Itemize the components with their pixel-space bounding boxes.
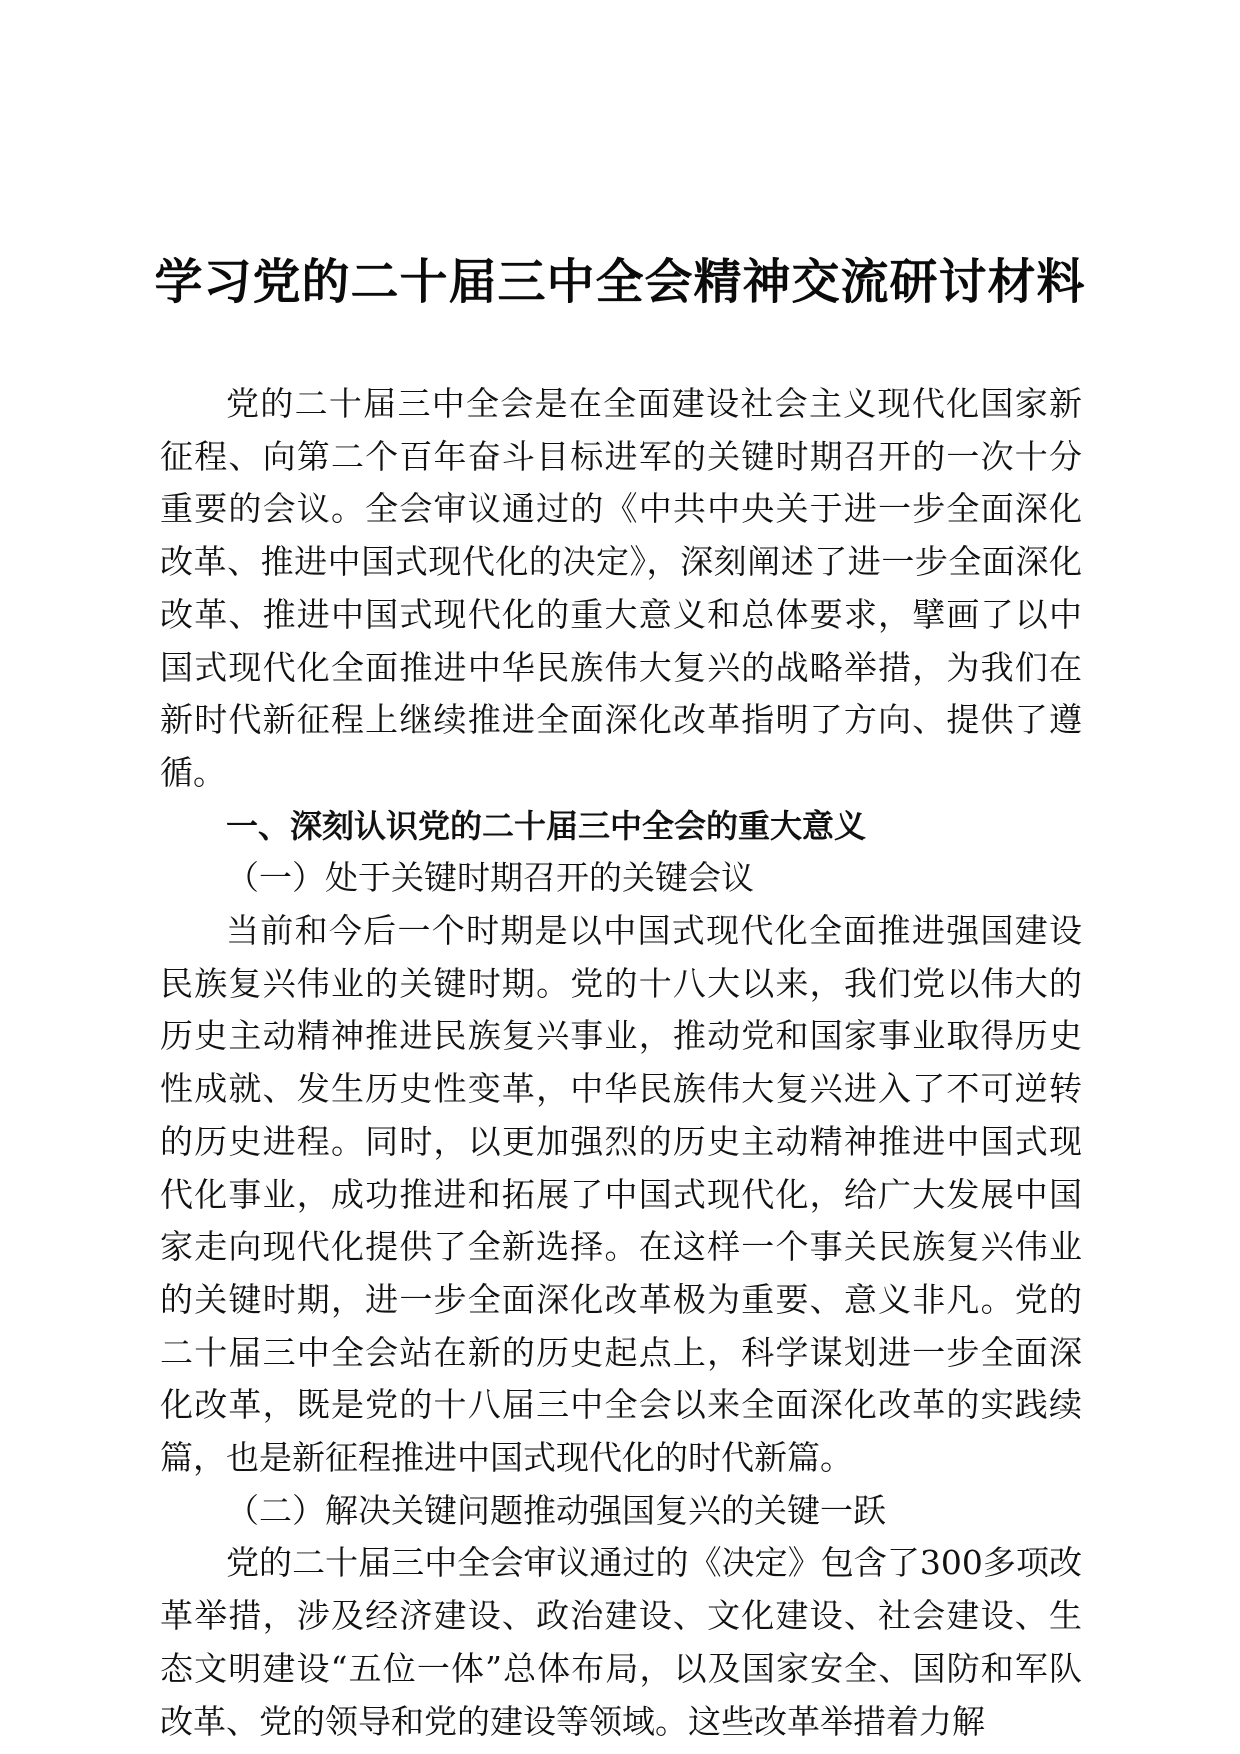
body-paragraph-2: 党的二十届三中全会审议通过的《决定》包含了300多项改革举措，涉及经济建设、政治建设、文化建设、社会建设、生态文明建设“五位一体”总体布局，以及国家安全、国防和军队改革、党的领导和党的建设等领域。这些改革举措着力解 [160,1543,1082,1741]
section-heading-1: 一、深刻认识党的二十届三中全会的重大意义 [226,806,867,845]
document-title: 学习党的二十届三中全会精神交流研讨材料 [154,254,1086,310]
body-paragraph-1: 当前和今后一个时期是以中国式现代化全面推进强国建设民族复兴伟业的关键时期。党的十八大以来，我们党以伟大的历史主动精神推进民族复兴事业，推动党和国家事业取得历史性成就、发生历史性变革，中华民族伟大复兴进入了不可逆转的历史进程。同时，以更加强烈的历史主动精神推进中国式现代化事业，成功推进和拓展了中国式现代化，给广大发展中国家走向现代化提供了全新选择。在这样一个事关民族复兴伟业的关键时期，进一步全面深化改革极为重要、意义非凡。党的二十届三中全会站在新的历史起点上，科学谋划进一步全面深化改革，既是党的十八届三中全会以来全面深化改革的实践续篇，也是新征程推进中国式现代化的时代新篇。 [160,911,1082,1478]
document-body [160,378,1082,1748]
intro-paragraph: 党的二十届三中全会是在全面建设社会主义现代化国家新征程、向第二个百年奋斗目标进军的关键时期召开的一次十分重要的会议。全会审议通过的《中共中央关于进一步全面深化改革、推进中国式现代化的决定》，深刻阐述了进一步全面深化改革、推进中国式现代化的重大意义和总体要求，擘画了以中国式现代化全面推进中华民族伟大复兴的战略举措，为我们在新时代新征程上继续推进全面深化改革指明了方向、提供了遵循。 [160,384,1082,792]
subsection-heading-2: （二）解决关键问题推动强国复兴的关键一跃 [226,1490,886,1530]
subsection-heading-1: （一）处于关键时期召开的关键会议 [226,858,754,898]
